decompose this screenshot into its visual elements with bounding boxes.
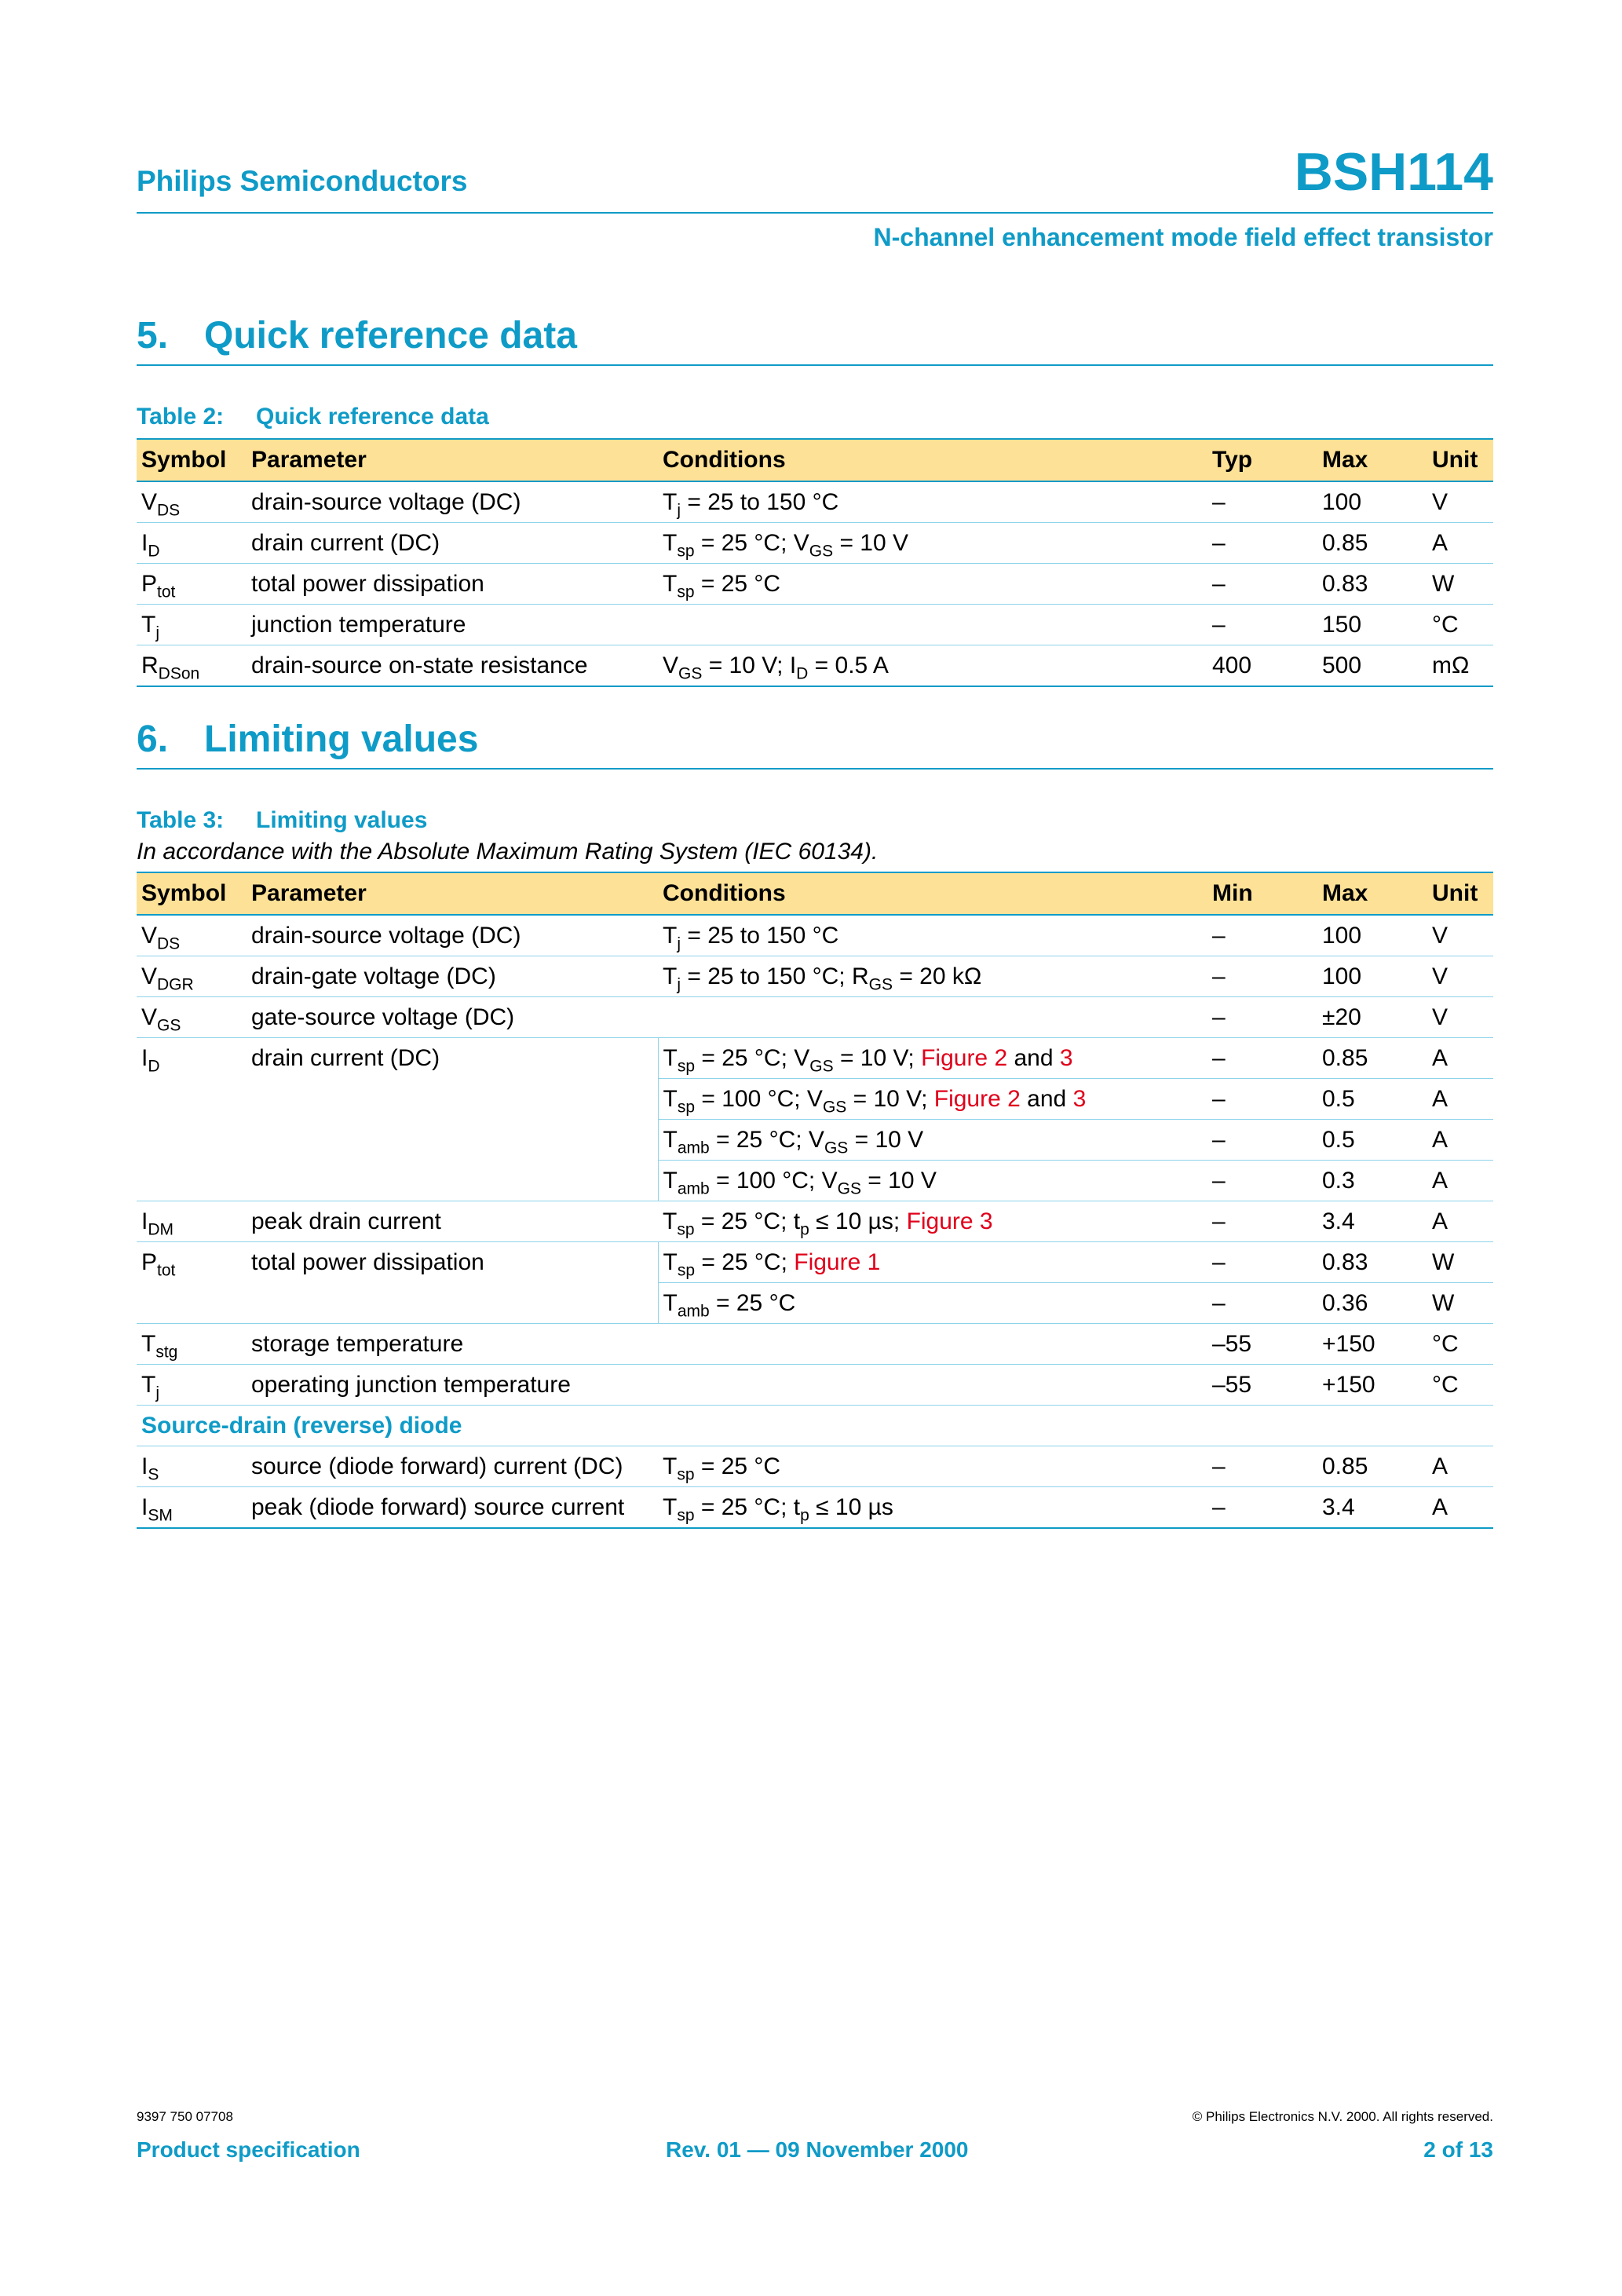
parameter-cell: source (diode forward) current (DC) bbox=[247, 1446, 658, 1487]
symbol-cell: $V_{DGR}$ bbox=[137, 956, 247, 997]
typ-cell: – bbox=[1207, 481, 1317, 523]
source-drain-diode-subheading: Source-drain (reverse) diode bbox=[137, 1406, 1493, 1446]
document-status: Product specification bbox=[137, 2137, 360, 2162]
symbol-cell: $I_S$ bbox=[137, 1446, 247, 1487]
max-cell: 3.4 bbox=[1317, 1201, 1427, 1242]
max-cell: +150 bbox=[1317, 1365, 1427, 1406]
symbol-cell: $P_{tot}$ bbox=[141, 1249, 176, 1280]
unit-cell: °C bbox=[1427, 1365, 1493, 1406]
product-description: N-channel enhancement mode field effect transistor bbox=[873, 223, 1493, 251]
symbol-cell: $R_{DSon}$ bbox=[137, 645, 247, 687]
unit-cell: °C bbox=[1427, 1324, 1493, 1365]
table-2-caption: Table 2: Quick reference data bbox=[137, 404, 489, 430]
conditions-cell: $T_{sp} = 25$ °C; $t_p \le 10$ µs bbox=[658, 1487, 1207, 1529]
column-header: Parameter bbox=[247, 872, 658, 915]
min-cell: – bbox=[1207, 1038, 1317, 1079]
parameter-cell: peak drain current bbox=[247, 1201, 658, 1242]
table-row bbox=[137, 645, 1493, 687]
table-header-row bbox=[137, 439, 1493, 481]
table-row bbox=[137, 1365, 1493, 1406]
product-name: BSH114 bbox=[1294, 142, 1493, 202]
table-row bbox=[137, 605, 1493, 645]
conditions-cell: $T_{sp} = 25$ °C; $V_{GS} = 10$ V bbox=[658, 523, 1207, 564]
unit-cell: A bbox=[1427, 1120, 1493, 1161]
conditions-cell: $T_{amb} = 25$ °C bbox=[658, 1283, 1207, 1324]
page-number: 2 of 13 bbox=[1423, 2137, 1493, 2162]
column-header: Parameter bbox=[247, 439, 658, 481]
table-header-row bbox=[137, 872, 1493, 915]
table-row bbox=[137, 1283, 1493, 1324]
limiting-values-table bbox=[137, 872, 1493, 1529]
max-cell: ±20 bbox=[1317, 997, 1427, 1038]
symbol-cell: $I_D$ bbox=[141, 1044, 160, 1076]
parameter-cell: operating junction temperature bbox=[247, 1365, 658, 1406]
unit-cell: A bbox=[1427, 1487, 1493, 1529]
min-cell: – bbox=[1207, 1120, 1317, 1161]
table-row bbox=[137, 1487, 1493, 1529]
symbol-cell: $I_D$ bbox=[137, 523, 247, 564]
unit-cell: W bbox=[1427, 1283, 1493, 1324]
min-cell: – bbox=[1207, 1079, 1317, 1120]
max-cell: 0.85 bbox=[1317, 1446, 1427, 1487]
symbol-cell: $T_j$ bbox=[137, 605, 247, 645]
figure-3-link[interactable]: 3 bbox=[1072, 1085, 1087, 1112]
parameter-cell: drain-source voltage (DC) bbox=[247, 481, 658, 523]
min-cell: – bbox=[1207, 1446, 1317, 1487]
table-row bbox=[137, 1242, 1493, 1283]
conditions-cell: $T_{sp} = 25$ °C; Figure 1 bbox=[658, 1242, 1207, 1283]
min-cell: – bbox=[1207, 915, 1317, 956]
table-row bbox=[137, 1201, 1493, 1242]
min-cell: – bbox=[1207, 1201, 1317, 1242]
column-header: Conditions bbox=[658, 439, 1207, 481]
section-5-title: 5. Quick reference data bbox=[137, 315, 577, 356]
conditions-cell: $T_{sp} = 100$ °C; $V_{GS} = 10$ V; Figure 2 and 3 bbox=[658, 1079, 1207, 1120]
unit-cell: A bbox=[1427, 1446, 1493, 1487]
header-rule bbox=[137, 212, 1493, 214]
conditions-cell: $T_j = 25$ to 150 °C bbox=[658, 915, 1207, 956]
symbol-cell: $I_{SM}$ bbox=[137, 1487, 247, 1529]
conditions-cell: $T_{sp} = 25$ °C bbox=[658, 564, 1207, 605]
column-header: Max bbox=[1317, 872, 1427, 915]
figure-1-link[interactable]: Figure 1 bbox=[794, 1249, 881, 1275]
section-6-rule bbox=[137, 768, 1493, 770]
section-5-rule bbox=[137, 364, 1493, 366]
typ-cell: – bbox=[1207, 605, 1317, 645]
column-header: Unit bbox=[1427, 872, 1493, 915]
unit-cell: V bbox=[1427, 915, 1493, 956]
unit-cell: V bbox=[1427, 997, 1493, 1038]
max-cell: 0.3 bbox=[1317, 1161, 1427, 1201]
unit-cell: A bbox=[1427, 1079, 1493, 1120]
conditions-cell: $V_{GS} = 10$ V; $I_D = 0.5$ A bbox=[658, 645, 1207, 687]
max-cell: +150 bbox=[1317, 1324, 1427, 1365]
table-row bbox=[137, 564, 1493, 605]
conditions-cell: $T_{sp} = 25$ °C; $V_{GS} = 10$ V; Figure 2 and 3 bbox=[658, 1038, 1207, 1079]
parameter-cell: drain-source voltage (DC) bbox=[247, 915, 658, 956]
max-cell: 150 bbox=[1317, 605, 1427, 645]
conditions-cell bbox=[658, 1324, 1207, 1365]
unit-cell: mΩ bbox=[1427, 645, 1493, 687]
table-row bbox=[137, 956, 1493, 997]
section-6-title: 6. Limiting values bbox=[137, 718, 479, 760]
table-row bbox=[137, 1038, 1493, 1079]
figure-3-link[interactable]: 3 bbox=[1059, 1044, 1073, 1071]
symbol-cell: $V_{GS}$ bbox=[137, 997, 247, 1038]
parameter-cell: storage temperature bbox=[247, 1324, 658, 1365]
parameter-cell: drain-source on-state resistance bbox=[247, 645, 658, 687]
unit-cell: °C bbox=[1427, 605, 1493, 645]
parameter-cell: junction temperature bbox=[247, 605, 658, 645]
max-cell: 100 bbox=[1317, 481, 1427, 523]
max-cell: 0.5 bbox=[1317, 1120, 1427, 1161]
unit-cell: V bbox=[1427, 481, 1493, 523]
parameter-cell: total power dissipation bbox=[247, 564, 658, 605]
unit-cell: V bbox=[1427, 956, 1493, 997]
unit-cell: W bbox=[1427, 564, 1493, 605]
typ-cell: – bbox=[1207, 523, 1317, 564]
conditions-cell bbox=[658, 605, 1207, 645]
symbol-cell: $P_{tot}$ bbox=[137, 564, 247, 605]
table-row bbox=[137, 1161, 1493, 1201]
column-header: Typ bbox=[1207, 439, 1317, 481]
max-cell: 0.5 bbox=[1317, 1079, 1427, 1120]
column-header: Conditions bbox=[658, 872, 1207, 915]
min-cell: – bbox=[1207, 1242, 1317, 1283]
conditions-cell: $T_{sp} = 25$ °C bbox=[658, 1446, 1207, 1487]
conditions-cell bbox=[658, 997, 1207, 1038]
symbol-cell: $V_{DS}$ bbox=[137, 915, 247, 956]
document-number: 9397 750 07708 bbox=[137, 2109, 233, 2124]
table-row bbox=[137, 523, 1493, 564]
typ-cell: 400 bbox=[1207, 645, 1317, 687]
copyright: © Philips Electronics N.V. 2000. All rights reserved. bbox=[1192, 2109, 1493, 2124]
column-header: Min bbox=[1207, 872, 1317, 915]
table-subheading-row bbox=[137, 1406, 1493, 1446]
min-cell: –55 bbox=[1207, 1324, 1317, 1365]
figure-2-link[interactable]: Figure 2 bbox=[921, 1044, 1008, 1071]
conditions-cell bbox=[658, 1365, 1207, 1406]
column-header: Symbol bbox=[137, 439, 247, 481]
min-cell: – bbox=[1207, 1283, 1317, 1324]
parameter-cell: peak (diode forward) source current bbox=[247, 1487, 658, 1529]
column-header: Max bbox=[1317, 439, 1427, 481]
table-3-note: In accordance with the Absolute Maximum Rating System (IEC 60134). bbox=[137, 839, 879, 865]
revision: Rev. 01 — 09 November 2000 bbox=[666, 2137, 969, 2162]
conditions-cell: $T_j = 25$ to 150 °C bbox=[658, 481, 1207, 523]
min-cell: – bbox=[1207, 1161, 1317, 1201]
column-header: Unit bbox=[1427, 439, 1493, 481]
conditions-cell: $T_{amb} = 25$ °C; $V_{GS} = 10$ V bbox=[658, 1120, 1207, 1161]
symbol-cell: $T_j$ bbox=[137, 1365, 247, 1406]
conditions-cell: $T_j = 25$ to 150 °C; $R_{GS} = 20$ kΩ bbox=[658, 956, 1207, 997]
parameter-cell: total power dissipation bbox=[251, 1249, 484, 1275]
unit-cell: W bbox=[1427, 1242, 1493, 1283]
min-cell: – bbox=[1207, 1487, 1317, 1529]
figure-3-link[interactable]: Figure 3 bbox=[906, 1208, 993, 1234]
table-row bbox=[137, 1120, 1493, 1161]
max-cell: 0.85 bbox=[1317, 1038, 1427, 1079]
company-name: Philips Semiconductors bbox=[137, 165, 468, 197]
max-cell: 0.83 bbox=[1317, 1242, 1427, 1283]
quick-reference-table bbox=[137, 438, 1493, 687]
table-row bbox=[137, 1446, 1493, 1487]
unit-cell: A bbox=[1427, 1201, 1493, 1242]
max-cell: 0.85 bbox=[1317, 523, 1427, 564]
max-cell: 100 bbox=[1317, 915, 1427, 956]
table-3-caption: Table 3: Limiting values bbox=[137, 807, 428, 833]
parameter-cell: drain current (DC) bbox=[247, 523, 658, 564]
unit-cell: A bbox=[1427, 1161, 1493, 1201]
symbol-cell: $V_{DS}$ bbox=[137, 481, 247, 523]
symbol-cell: $T_{stg}$ bbox=[137, 1324, 247, 1365]
column-header: Symbol bbox=[137, 872, 247, 915]
table-row bbox=[137, 1324, 1493, 1365]
max-cell: 100 bbox=[1317, 956, 1427, 997]
parameter-cell: gate-source voltage (DC) bbox=[247, 997, 658, 1038]
max-cell: 500 bbox=[1317, 645, 1427, 687]
parameter-cell: drain current (DC) bbox=[251, 1044, 440, 1071]
table-row bbox=[137, 915, 1493, 956]
parameter-cell: drain-gate voltage (DC) bbox=[247, 956, 658, 997]
max-cell: 0.36 bbox=[1317, 1283, 1427, 1324]
table-row bbox=[137, 1079, 1493, 1120]
table-row bbox=[137, 481, 1493, 523]
figure-2-link[interactable]: Figure 2 bbox=[933, 1085, 1021, 1112]
min-cell: – bbox=[1207, 956, 1317, 997]
unit-cell: A bbox=[1427, 523, 1493, 564]
min-cell: – bbox=[1207, 997, 1317, 1038]
symbol-cell: $I_{DM}$ bbox=[137, 1201, 247, 1242]
typ-cell: – bbox=[1207, 564, 1317, 605]
table-row bbox=[137, 997, 1493, 1038]
max-cell: 0.83 bbox=[1317, 564, 1427, 605]
unit-cell: A bbox=[1427, 1038, 1493, 1079]
min-cell: –55 bbox=[1207, 1365, 1317, 1406]
conditions-cell: $T_{amb} = 100$ °C; $V_{GS} = 10$ V bbox=[658, 1161, 1207, 1201]
max-cell: 3.4 bbox=[1317, 1487, 1427, 1529]
conditions-cell: $T_{sp} = 25$ °C; $t_p \le 10$ µs; Figure 3 bbox=[658, 1201, 1207, 1242]
